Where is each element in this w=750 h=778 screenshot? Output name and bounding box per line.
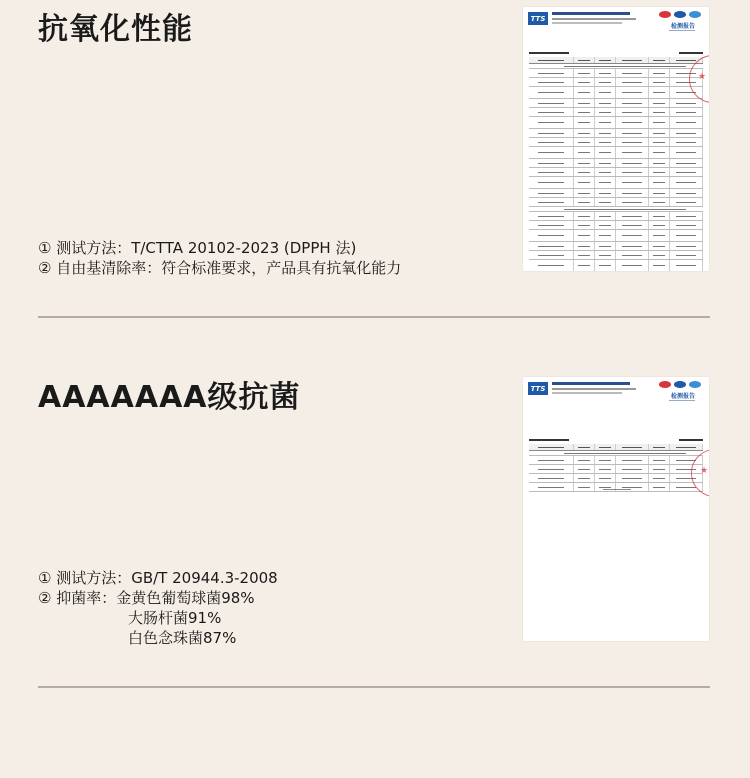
report-table-header xyxy=(529,444,703,451)
report-table-row xyxy=(529,78,703,87)
antioxidant-section xyxy=(0,0,750,320)
report-table-row xyxy=(529,69,703,78)
report-table-row xyxy=(529,99,703,108)
report-page-number xyxy=(679,52,703,54)
section-divider xyxy=(38,316,710,318)
test-method-line: ① 测试方法：GB/T 20944.3-2008 xyxy=(38,569,278,587)
antibacterial-section xyxy=(0,320,750,690)
report-table-header xyxy=(529,57,703,64)
report-table-row xyxy=(529,242,703,251)
report-table-row xyxy=(529,117,703,129)
report-table-row xyxy=(529,138,703,147)
antibacterial-details xyxy=(38,568,278,648)
scavenging-rate-line: ② 自由基清除率：符合标准要求，产品具有抗氧化能力 xyxy=(38,259,402,277)
antibacterial-test-report-image xyxy=(523,377,709,641)
report-logo: TTS xyxy=(528,12,548,25)
report-title: 检测报告 xyxy=(670,393,695,400)
report-table-row xyxy=(529,87,703,99)
report-table-row xyxy=(529,483,703,492)
report-table-row xyxy=(529,465,703,474)
report-table-row xyxy=(529,147,703,159)
report-table-row xyxy=(529,456,703,465)
report-title: 检测报告 xyxy=(670,23,695,30)
report-table-row xyxy=(529,251,703,260)
report-table-row xyxy=(529,212,703,221)
report-table-row xyxy=(529,159,703,168)
report-logo: TTS xyxy=(528,382,548,395)
report-end-mark xyxy=(603,489,631,490)
report-table-row xyxy=(529,474,703,483)
test-method-line: ① 测试方法：T/CTTA 20102-2023 (DPPH 法) xyxy=(38,239,357,257)
report-title-underline xyxy=(669,400,695,401)
report-number xyxy=(529,439,569,441)
section-divider xyxy=(38,686,710,688)
report-issuer-header xyxy=(552,12,642,24)
antioxidant-test-report-image xyxy=(523,7,709,271)
report-table-row xyxy=(529,108,703,117)
report-results-table xyxy=(529,57,703,271)
antioxidant-title: 抗氧化性能 xyxy=(38,12,193,47)
report-issuer-header xyxy=(552,382,642,394)
certification-marks-icon xyxy=(659,11,701,18)
report-table-row xyxy=(529,260,703,271)
inhibition-rate-line: ② 抑菌率：金黄色葡萄球菌98% xyxy=(38,589,255,607)
report-table-row xyxy=(529,221,703,230)
inhibition-rate-line: 白色念珠菌87% xyxy=(128,629,237,647)
antibacterial-title: AAAAAAA级抗菌 xyxy=(38,380,301,415)
report-table-row xyxy=(529,189,703,198)
report-table-row xyxy=(529,177,703,189)
report-page-number xyxy=(679,439,703,441)
inhibition-rate-line: 大肠杆菌91% xyxy=(128,609,222,627)
report-table-row xyxy=(529,198,703,207)
report-number xyxy=(529,52,569,54)
report-results-table xyxy=(529,444,703,492)
report-title-underline xyxy=(669,30,695,31)
report-table-row xyxy=(529,168,703,177)
antioxidant-details xyxy=(38,238,401,278)
certification-marks-icon xyxy=(659,381,701,388)
report-table-row xyxy=(529,230,703,242)
report-table-row xyxy=(529,129,703,138)
